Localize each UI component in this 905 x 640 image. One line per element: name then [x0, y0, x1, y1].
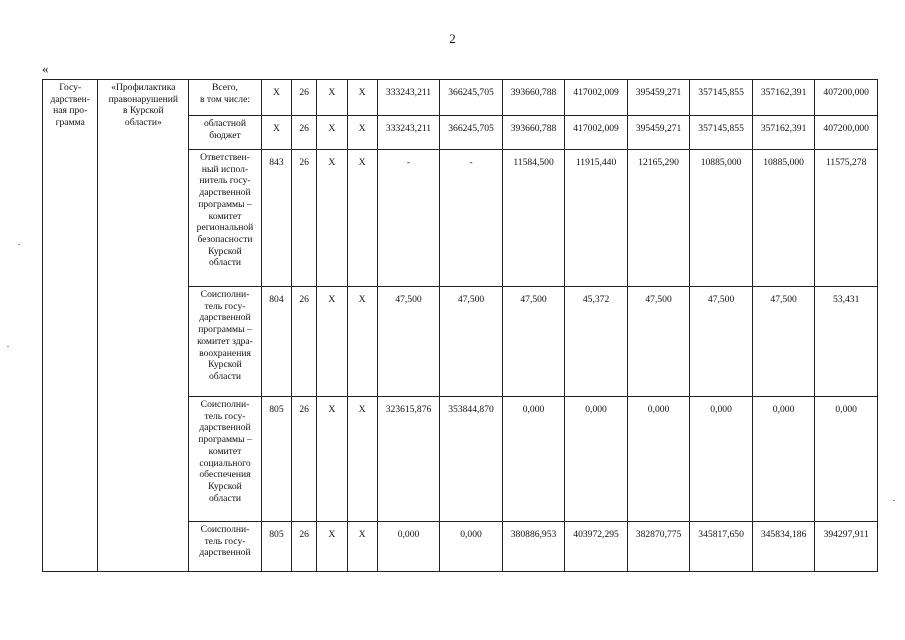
rz-cell: 26 [292, 397, 317, 522]
value-cell: 323615,876 [377, 397, 440, 522]
value-cell: 0,000 [815, 397, 878, 522]
cs-cell: X [347, 287, 377, 397]
rz-cell: 26 [292, 287, 317, 397]
rz-cell: 26 [292, 80, 317, 116]
value-cell: 333243,211 [377, 116, 440, 150]
value-cell: 366245,705 [440, 80, 503, 116]
budget-table [42, 79, 878, 572]
value-cell: 357162,391 [752, 80, 815, 116]
rz-cell: 26 [292, 522, 317, 572]
pr-cell: X [317, 150, 347, 287]
value-cell: 393660,788 [502, 80, 565, 116]
value-cell: 394297,911 [815, 522, 878, 572]
pr-cell: X [317, 522, 347, 572]
value-cell: 357145,855 [690, 116, 753, 150]
program-name-cell: «Профилактика правонарушений в Курской области» [98, 80, 189, 572]
value-cell: 47,500 [502, 287, 565, 397]
value-cell: 11915,440 [565, 150, 628, 287]
pr-cell: X [317, 116, 347, 150]
pr-cell: X [317, 287, 347, 397]
value-cell: 0,000 [627, 397, 690, 522]
value-cell: 357162,391 [752, 116, 815, 150]
value-cell: 382870,775 [627, 522, 690, 572]
cs-cell: X [347, 522, 377, 572]
grbs-cell: 804 [261, 287, 291, 397]
row-description: Соисполни- тель госу- дарственной программы – комитет социального обеспечения Курской области [189, 397, 262, 522]
scan-artifact [893, 500, 895, 501]
value-cell: 0,000 [502, 397, 565, 522]
value-cell: 10885,000 [752, 150, 815, 287]
value-cell: 366245,705 [440, 116, 503, 150]
value-cell: 417002,009 [565, 116, 628, 150]
rz-cell: 26 [292, 116, 317, 150]
value-cell: 395459,271 [627, 116, 690, 150]
value-cell: 10885,000 [690, 150, 753, 287]
value-cell: 0,000 [752, 397, 815, 522]
value-cell: 12165,290 [627, 150, 690, 287]
value-cell: 0,000 [377, 522, 440, 572]
pr-cell: X [317, 397, 347, 522]
value-cell: 45,372 [565, 287, 628, 397]
value-cell: 0,000 [565, 397, 628, 522]
cs-cell: X [347, 80, 377, 116]
cs-cell: X [347, 397, 377, 522]
grbs-cell: 805 [261, 397, 291, 522]
status-cell: Госу- дарствен- ная про- грамма [43, 80, 98, 572]
value-cell: 407200,000 [815, 116, 878, 150]
value-cell: 47,500 [752, 287, 815, 397]
value-cell: 11575,278 [815, 150, 878, 287]
value-cell: 353844,870 [440, 397, 503, 522]
table-row [43, 80, 878, 116]
value-cell: 403972,295 [565, 522, 628, 572]
value-cell: 357145,855 [690, 80, 753, 116]
row-description: областной бюджет [189, 116, 262, 150]
pr-cell: X [317, 80, 347, 116]
row-description: Соисполни- тель госу- дарственной [189, 522, 262, 572]
grbs-cell: 843 [261, 150, 291, 287]
value-cell: 417002,009 [565, 80, 628, 116]
scan-artifact [18, 244, 20, 245]
grbs-cell: X [261, 80, 291, 116]
page-number: 2 [449, 31, 456, 46]
value-cell: 47,500 [627, 287, 690, 397]
value-cell: 345817,650 [690, 522, 753, 572]
value-cell: 380886,953 [502, 522, 565, 572]
row-description: Соисполни- тель госу- дарственной программы – комитет здра- воохранения Курской области [189, 287, 262, 397]
value-cell: - [440, 150, 503, 287]
value-cell: 393660,788 [502, 116, 565, 150]
row-description: Всего, в том числе: [189, 80, 262, 116]
cs-cell: X [347, 150, 377, 287]
value-cell: 47,500 [690, 287, 753, 397]
grbs-cell: 805 [261, 522, 291, 572]
value-cell: 333243,211 [377, 80, 440, 116]
value-cell: 395459,271 [627, 80, 690, 116]
value-cell: - [377, 150, 440, 287]
value-cell: 345834,186 [752, 522, 815, 572]
row-description: Ответствен- ный испол- нитель госу- дарственной программы – комитет региональной безопасности Курской области [189, 150, 262, 287]
rz-cell: 26 [292, 150, 317, 287]
value-cell: 47,500 [440, 287, 503, 397]
opening-quote-mark: « [42, 61, 49, 76]
cs-cell: X [347, 116, 377, 150]
value-cell: 53,431 [815, 287, 878, 397]
grbs-cell: X [261, 116, 291, 150]
value-cell: 0,000 [440, 522, 503, 572]
scan-artifact [7, 346, 9, 347]
value-cell: 11584,500 [502, 150, 565, 287]
value-cell: 407200,000 [815, 80, 878, 116]
value-cell: 0,000 [690, 397, 753, 522]
value-cell: 47,500 [377, 287, 440, 397]
